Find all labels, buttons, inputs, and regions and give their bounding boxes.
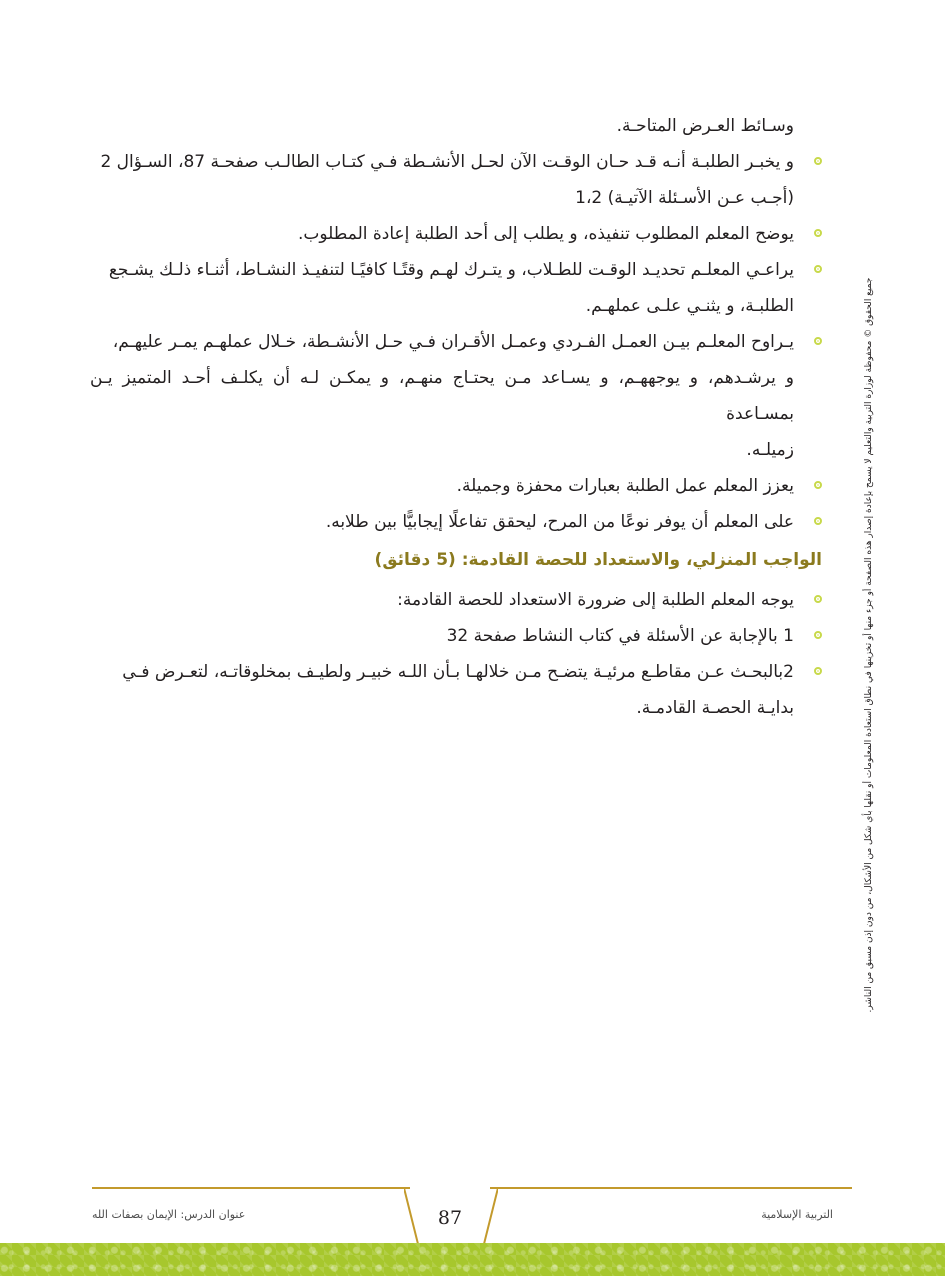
bullet-icon [814, 229, 822, 237]
list-item-line: على المعلم أن يوفر نوعًا من المرح، ليحقق تفاعلًا إيجابيًّا بين طلابه. [325, 512, 794, 532]
list-item-line: (أجـب عـن الأسـئلة الآتيـة) 1،2 [575, 188, 794, 208]
bullet-icon [814, 667, 822, 675]
list-item-line: يراعـي المعلـم تحديـد الوقـت للطـلاب، و يتـرك لهـم وقتًـا كافيًـا لتنفيـذ النشـاط، أثنـاء ذلـك يشـجع [108, 260, 794, 280]
list-item-line: 1 بالإجابة عن الأسئلة في كتاب النشاط صفحة 32 [446, 626, 794, 646]
list-item-line: الطلبـة، و يثنـي علـى عملهـم. [585, 296, 794, 316]
list-item [90, 654, 822, 726]
homework-heading: الواجب المنزلي، والاستعداد للحصة القادمة: (5 دقائق) [374, 550, 822, 570]
list-item [90, 582, 822, 618]
list-item-line: زميلـه. [746, 440, 794, 460]
page-content [90, 108, 822, 726]
list-item [90, 468, 822, 504]
list-item-line: و يخبـر الطلبـة أنـه قـد حـان الوقـت الآن لحـل الأنشـطة فـي كتـاب الطالـب صفحـة 87، السـؤال 2 [100, 152, 794, 172]
footer-divider-left [92, 1187, 410, 1189]
copyright-note [858, 277, 880, 1013]
list-item-line: يعزز المعلم عمل الطلبة بعبارات محفزة وجميلة. [456, 476, 794, 496]
list-item-line: 2بالبحـث عـن مقاطـع مرئيـة يتضـح مـن خلالهـا بـأن اللـه خبيـر ولطيـف بمخلوقاتـه، لتعـرض فـي [122, 662, 794, 682]
subject-name: التربية الإسلامية [761, 1208, 833, 1221]
decorative-band [0, 1243, 945, 1276]
bullet-icon [814, 517, 822, 525]
list-item [90, 216, 822, 252]
list-item [90, 144, 822, 216]
footer-divider-right [490, 1187, 852, 1189]
bullet-icon [814, 265, 822, 273]
copyright-text: جميع الحقوق © محفوظة لوزارة التربية والتعليم لا يسمح بإعادة إصدار هذه الصفحة أو جزء منها أو تخزينها في نطاق استعادة المعلومات أو نقلها بأي شكل من الأشكال، من دون إذن مسبق من الناشر. [864, 277, 874, 1013]
list-item [90, 252, 822, 324]
list-item-line: بدايـة الحصـة القادمـة. [636, 698, 794, 718]
list-item-line: يوجه المعلم الطلبة إلى ضرورة الاستعداد للحصة القادمة: [397, 590, 794, 610]
bullet-icon [814, 157, 822, 165]
page-number: 87 [437, 1207, 463, 1229]
list-item [90, 618, 822, 654]
list-item [90, 324, 822, 468]
bullet-icon [814, 595, 822, 603]
lesson-title: عنوان الدرس: الإيمان بصفات الله [92, 1208, 246, 1221]
bullet-icon [814, 481, 822, 489]
list-item-line: و يرشـدهم، و يوجههـم، و يسـاعد مـن يحتـاج منهـم، و يمكـن لـه أن يكلـف أحـد المتميز يـن بمسـاعدة [90, 368, 794, 424]
intro-line: وسـائط العـرض المتاحـة. [616, 116, 794, 136]
list-item-line: يوضح المعلم المطلوب تنفيذه، و يطلب إلى أحد الطلبة إعادة المطلوب. [297, 224, 794, 244]
bullet-icon [814, 337, 822, 345]
bullet-icon [814, 631, 822, 639]
list-item-line: يـراوح المعلـم بيـن العمـل الفـردي وعمـل الأقـران فـي حـل الأنشـطة، خـلال عملهـم يمـر عليهـم، [112, 332, 794, 352]
list-item [90, 504, 822, 540]
